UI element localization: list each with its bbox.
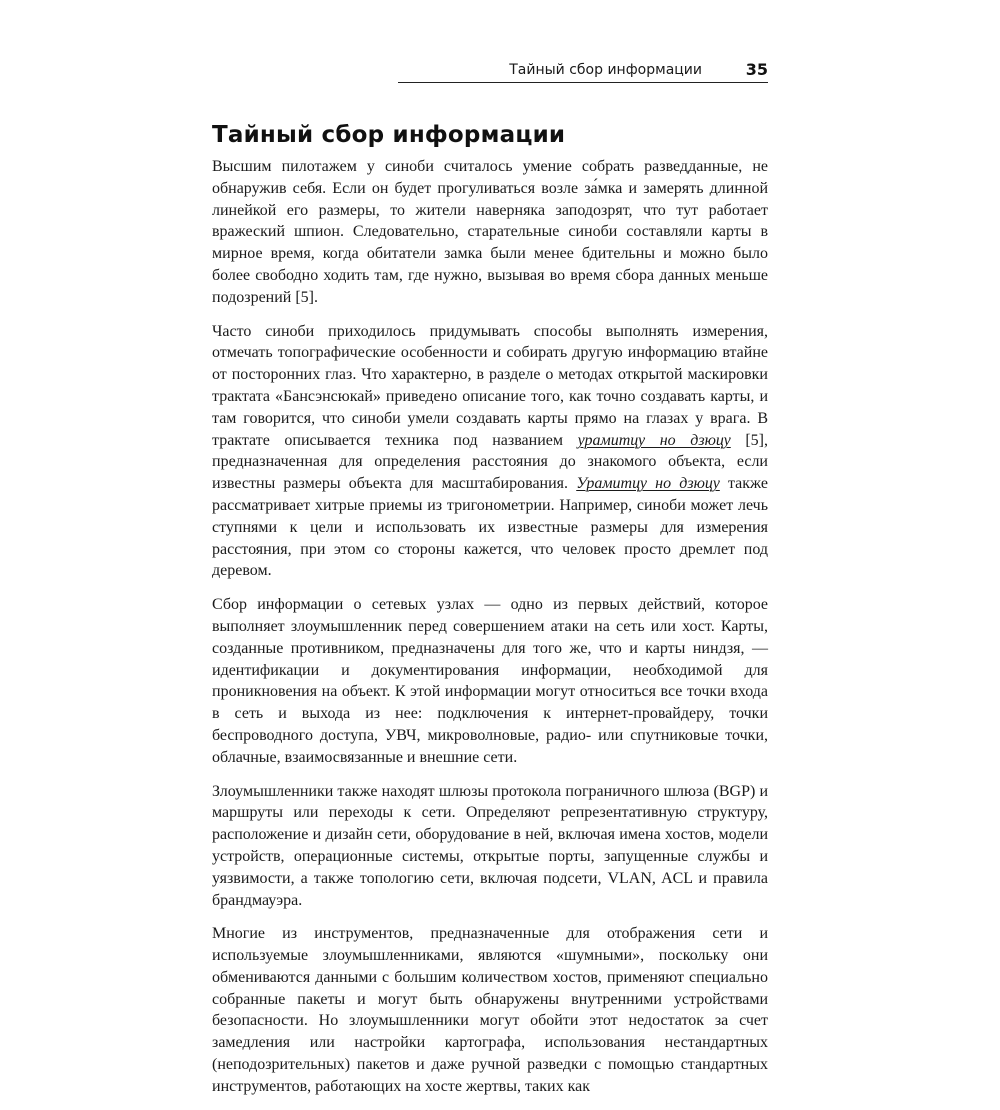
paragraph-5: Многие из инструментов, предназначенные для отображения сети и используемые злоумышленниками, являются «шумными», поскольку они обмениваются данными с большим количеством хостов, применяют специально собранные пакеты и могут быть обнаружены внутренними устройствами безопасности. Но злоумышленники могут обойти этот недостаток за счет замедления или настройки картографа, использования нестандартных (неподозрительных) пакетов и даже ручной разведки с помощью стандартных инструментов, работающих на хосте жертвы, таких как	[212, 925, 768, 1095]
paragraph-2-text-1: Часто синоби приходилось придумывать способы выполнять измерения, отмечать топографические особенности и собирать другую информацию втайне от посторонних глаз. Что характерно, в разделе о методах открытой маскировки трактата «Бансэнсюкай» приведено описание того, как точно создавать карты, и там говорится, что синоби умели создавать карты прямо на глазах у врага. В трактате описывается техника под названием	[212, 322, 768, 449]
paragraph-2-text-2: [5], предназначенная для определения расстояния до знакомого объекта, если известны размеры объекта для масштабирования.	[212, 431, 769, 493]
paragraph-1: Высшим пилотажем у синоби считалось умение собрать разведданные, не обнаружив себя. Если он будет прогуливаться возле за́мка и замерять длинной линейкой его размеры, то жители наверняка заподозрят, что тут работает вражеский шпион. Следовательно, старательные синоби составляли карты в мирное время, когда обитатели замка были менее бдительны и можно было более свободно ходить там, где нужно, вызывая во время сбора данных меньше подозрений [5].	[212, 158, 768, 306]
section-heading: Тайный сбор информации	[212, 122, 566, 148]
paragraph-3: Сбор информации о сетевых узлах — одно из первых действий, которое выполняет злоумышленник перед совершением атаки на сеть или хост. Карты, созданные противником, предназначены для того же, что и карты ниндзя, — идентификации и документирования информации, необходимой для проникновения на объект. К этой информации могут относиться все точки входа в сеть и выхода из нее: подключения к интернет-провайдеру, точки беспроводного доступа, УВЧ, микроволновые, радио- или спутниковые точки, облачные, взаимосвязанные и внешние сети.	[212, 596, 768, 766]
term-uramittsu-no-dzyutsu-2: Урамитцу но дзюцу	[576, 475, 720, 493]
body-text	[212, 156, 768, 1110]
header-rule	[398, 82, 768, 83]
paragraph-2	[212, 321, 768, 583]
paragraph-2-text-3: также рассматривает хитрые приемы из тригонометрии. Например, синоби может лечь ступнями к цели и использовать их известные размеры для измерения расстояния, при этом со стороны кажется, что человек просто дремлет под деревом.	[212, 475, 768, 580]
running-header-title: Тайный сбор информации	[509, 62, 702, 78]
running-header	[212, 60, 768, 82]
paragraph-4: Злоумышленники также находят шлюзы протокола пограничного шлюза (BGP) и маршруты или переходы к сети. Определяют репрезентативную структуру, расположение и дизайн сети, оборудование в ней, включая имена хостов, модели устройств, операционные системы, открытые порты, запущенные службы и уязвимости, а также топологию сети, включая подсети, VLAN, ACL и правила брандмауэра.	[212, 782, 768, 909]
term-uramittsu-no-dzyutsu: урамитцу но дзюцу	[577, 431, 731, 449]
page-number: 35	[745, 60, 768, 79]
